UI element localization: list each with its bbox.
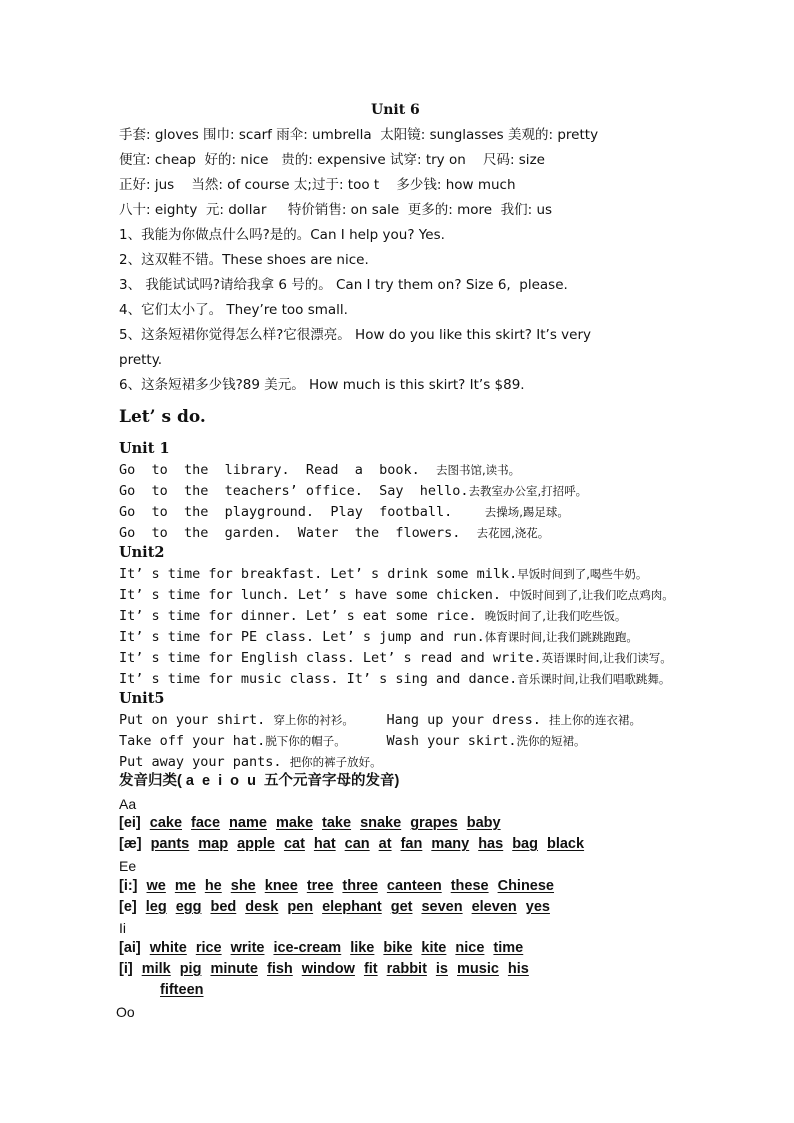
lets-do-heading: Let’ s do. — [119, 407, 206, 427]
phonics-word: map — [198, 836, 229, 852]
vocab-line-4: 八十: eighty 元: dollar 特价销售: on sale 更多的: more 我们: us — [119, 202, 553, 218]
phonics-word: desk — [245, 899, 279, 915]
phonics-word: baby — [466, 815, 501, 831]
phonics-row-e — [119, 898, 550, 917]
phonics-word: fan — [400, 836, 423, 852]
phonics-word: take — [322, 815, 352, 831]
line-chinese: 脱下你的帽子。 — [265, 734, 346, 748]
sentence-5-continuation: pretty. — [119, 352, 163, 368]
phonics-word: write — [230, 940, 265, 956]
phonics-word: he — [204, 878, 222, 894]
letter-ii: Ii — [119, 920, 126, 936]
line-english: It’ s time for PE class. Let’ s jump and run. — [119, 629, 485, 645]
phonetic-symbol: [ai] — [119, 940, 141, 956]
phonics-word: bike — [383, 940, 413, 956]
phonics-word: nice — [455, 940, 485, 956]
letter-aa: Aa — [119, 796, 137, 812]
sentence-5: 5、这条短裙你觉得怎么样?它很漂亮。 How do you like this skirt? It’s very — [119, 327, 591, 343]
line-chinese: 去图书馆,读书。 — [435, 463, 521, 477]
phonics-word: window — [301, 961, 355, 977]
phonics-word: yes — [525, 899, 550, 915]
phonics-word: rabbit — [386, 961, 427, 977]
line-english: Go to the library. Read a book. — [119, 462, 436, 478]
phonics-word: at — [378, 836, 392, 852]
line-english: It’ s time for music class. It’ s sing and dance. — [119, 671, 518, 687]
line-chinese-2: 挂上你的连衣裙。 — [549, 713, 642, 727]
phonics-word: she — [230, 878, 256, 894]
line-chinese: 穿上你的衬衫。 — [273, 713, 354, 727]
unit-1-line-3 — [119, 503, 569, 521]
unit-2-line-1 — [119, 565, 647, 583]
phonics-word: like — [350, 940, 375, 956]
phonics-word: knee — [264, 878, 298, 894]
line-english: It’ s time for dinner. Let’ s eat some rice. — [119, 608, 485, 624]
line-chinese: 把你的裤子放好。 — [289, 755, 382, 769]
vocab-line-2: 便宜: cheap 好的: nice 贵的: expensive 试穿: try on 尺码: size — [119, 152, 545, 168]
phonics-word: has — [478, 836, 504, 852]
phonetic-symbol: [i] — [119, 961, 133, 977]
phonics-word: make — [275, 815, 314, 831]
phonetic-symbol: [e] — [119, 899, 137, 915]
phonics-row-ai — [119, 939, 523, 958]
phonics-word: name — [229, 815, 267, 831]
phonics-word: fish — [266, 961, 293, 977]
letter-oo: Oo — [116, 1004, 135, 1020]
phonetic-symbol: [ei] — [119, 815, 141, 831]
phonics-word: these — [450, 878, 489, 894]
phonics-word: three — [342, 878, 378, 894]
unit-2-line-5 — [119, 649, 672, 667]
phonics-word: milk — [141, 961, 171, 977]
page-title: Unit 6 — [371, 102, 420, 118]
phonics-word: minute — [210, 961, 258, 977]
line-english: Go to the playground. Play football. — [119, 504, 485, 520]
phonics-word: canteen — [386, 878, 442, 894]
line-english: It’ s time for breakfast. Let’ s drink some milk. — [119, 566, 518, 582]
phonics-word: hat — [313, 836, 336, 852]
phonics-word: fit — [363, 961, 378, 977]
phonics-word: grapes — [410, 815, 458, 831]
phonics-word: bed — [210, 899, 237, 915]
unit-5-line-1 — [119, 711, 641, 729]
sentence-4: 4、它们太小了。 They’re too small. — [119, 302, 348, 318]
line-chinese: 早饭时间到了,喝些牛奶。 — [517, 567, 648, 581]
line-english: Put away your pants. — [119, 754, 290, 770]
line-english-2: Hang up your dress. — [353, 712, 550, 728]
vocab-line-1: 手套: gloves 围巾: scarf 雨伞: umbrella 太阳镜: sunglasses 美观的: pretty — [119, 127, 599, 143]
unit-5-line-2 — [119, 732, 586, 750]
line-english-2: Wash your skirt. — [345, 733, 517, 749]
phonetic-symbol: [æ] — [119, 836, 142, 852]
sentence-6: 6、这条短裙多少钱?89 美元。 How much is this skirt? It’s $89. — [119, 377, 525, 393]
line-chinese: 去花园,浇花。 — [476, 526, 550, 540]
unit-2-line-6 — [119, 670, 670, 688]
phonics-word: egg — [175, 899, 202, 915]
sentence-3: 3、 我能试试吗?请给我拿 6 号的。 Can I try them on? Size 6, please. — [119, 277, 568, 293]
phonics-row-ae — [119, 835, 584, 854]
phonics-word: me — [174, 878, 196, 894]
line-chinese: 体育课时间,让我们跳跳跑跑。 — [484, 630, 638, 644]
unit-1-line-1 — [119, 461, 520, 479]
phonics-word: we — [146, 878, 166, 894]
phonics-row-i-short-continuation — [160, 981, 204, 1000]
phonics-word: time — [493, 940, 524, 956]
phonics-word: pen — [287, 899, 314, 915]
phonics-word: eleven — [471, 899, 517, 915]
phonics-row-i-long — [119, 877, 554, 896]
unit-5-heading: Unit5 — [119, 690, 165, 707]
line-chinese: 去教室办公室,打招呼。 — [468, 484, 588, 498]
phonics-row-ei — [119, 814, 501, 833]
line-english: It’ s time for lunch. Let’ s have some chicken. — [119, 587, 510, 603]
phonics-word: tree — [306, 878, 334, 894]
phonics-row-i-short — [119, 960, 529, 979]
line-english: Put on your shirt. — [119, 712, 274, 728]
phonics-word: is — [435, 961, 448, 977]
unit-5-line-3 — [119, 753, 382, 771]
phonics-word: kite — [421, 940, 447, 956]
line-english: Take off your hat. — [119, 733, 266, 749]
unit-2-line-3 — [119, 607, 626, 625]
phonics-word: get — [390, 899, 413, 915]
vocab-line-3: 正好: jus 当然: of course 太;过于: too t 多少钱: how much — [119, 177, 516, 193]
phonics-word: can — [344, 836, 370, 852]
phonics-word: ice-cream — [273, 940, 342, 956]
phonics-word: elephant — [322, 899, 382, 915]
line-english: Go to the garden. Water the flowers. — [119, 525, 477, 541]
line-chinese: 去操场,踢足球。 — [484, 505, 569, 519]
line-english: Go to the teachers’ office. Say hello. — [119, 483, 469, 499]
phonics-word: many — [431, 836, 470, 852]
phonics-word: pants — [150, 836, 190, 852]
letter-ee: Ee — [119, 858, 137, 874]
phonics-heading: 发音归类( a e i o u 五个元音字母的发音) — [119, 773, 400, 789]
unit-1-line-4 — [119, 524, 549, 542]
line-chinese: 音乐课时间,让我们唱歌跳舞。 — [517, 672, 671, 686]
line-english: It’ s time for English class. Let’ s read and write. — [119, 650, 542, 666]
phonics-word: face — [191, 815, 221, 831]
sentence-2: 2、这双鞋不错。These shoes are nice. — [119, 252, 369, 268]
phonetic-symbol: [i:] — [119, 878, 138, 894]
phonics-word: black — [546, 836, 585, 852]
phonics-word: leg — [145, 899, 167, 915]
phonics-word: his — [507, 961, 529, 977]
line-chinese: 晚饭时间了,让我们吃些饭。 — [484, 609, 627, 623]
unit-2-heading: Unit2 — [119, 544, 165, 561]
phonics-word: seven — [421, 899, 463, 915]
phonics-word: apple — [237, 836, 275, 852]
line-chinese-2: 洗你的短裙。 — [516, 734, 586, 748]
phonics-word: fifteen — [160, 982, 204, 998]
phonics-word: music — [457, 961, 499, 977]
phonics-word: rice — [195, 940, 222, 956]
phonics-word: pig — [179, 961, 202, 977]
phonics-word: cake — [149, 815, 183, 831]
unit-1-heading: Unit 1 — [119, 440, 170, 457]
line-chinese: 英语课时间,让我们读写。 — [541, 651, 672, 665]
phonics-word: snake — [360, 815, 402, 831]
unit-2-line-4 — [119, 628, 638, 646]
phonics-word: cat — [283, 836, 305, 852]
unit-1-line-2 — [119, 482, 587, 500]
phonics-word: Chinese — [497, 878, 555, 894]
line-chinese: 中饭时间到了,让我们吃点鸡肉。 — [509, 588, 674, 602]
sentence-1: 1、我能为你做点什么吗?是的。Can I help you? Yes. — [119, 227, 445, 243]
unit-2-line-2 — [119, 586, 674, 604]
phonics-word: white — [149, 940, 187, 956]
phonics-word: bag — [512, 836, 538, 852]
